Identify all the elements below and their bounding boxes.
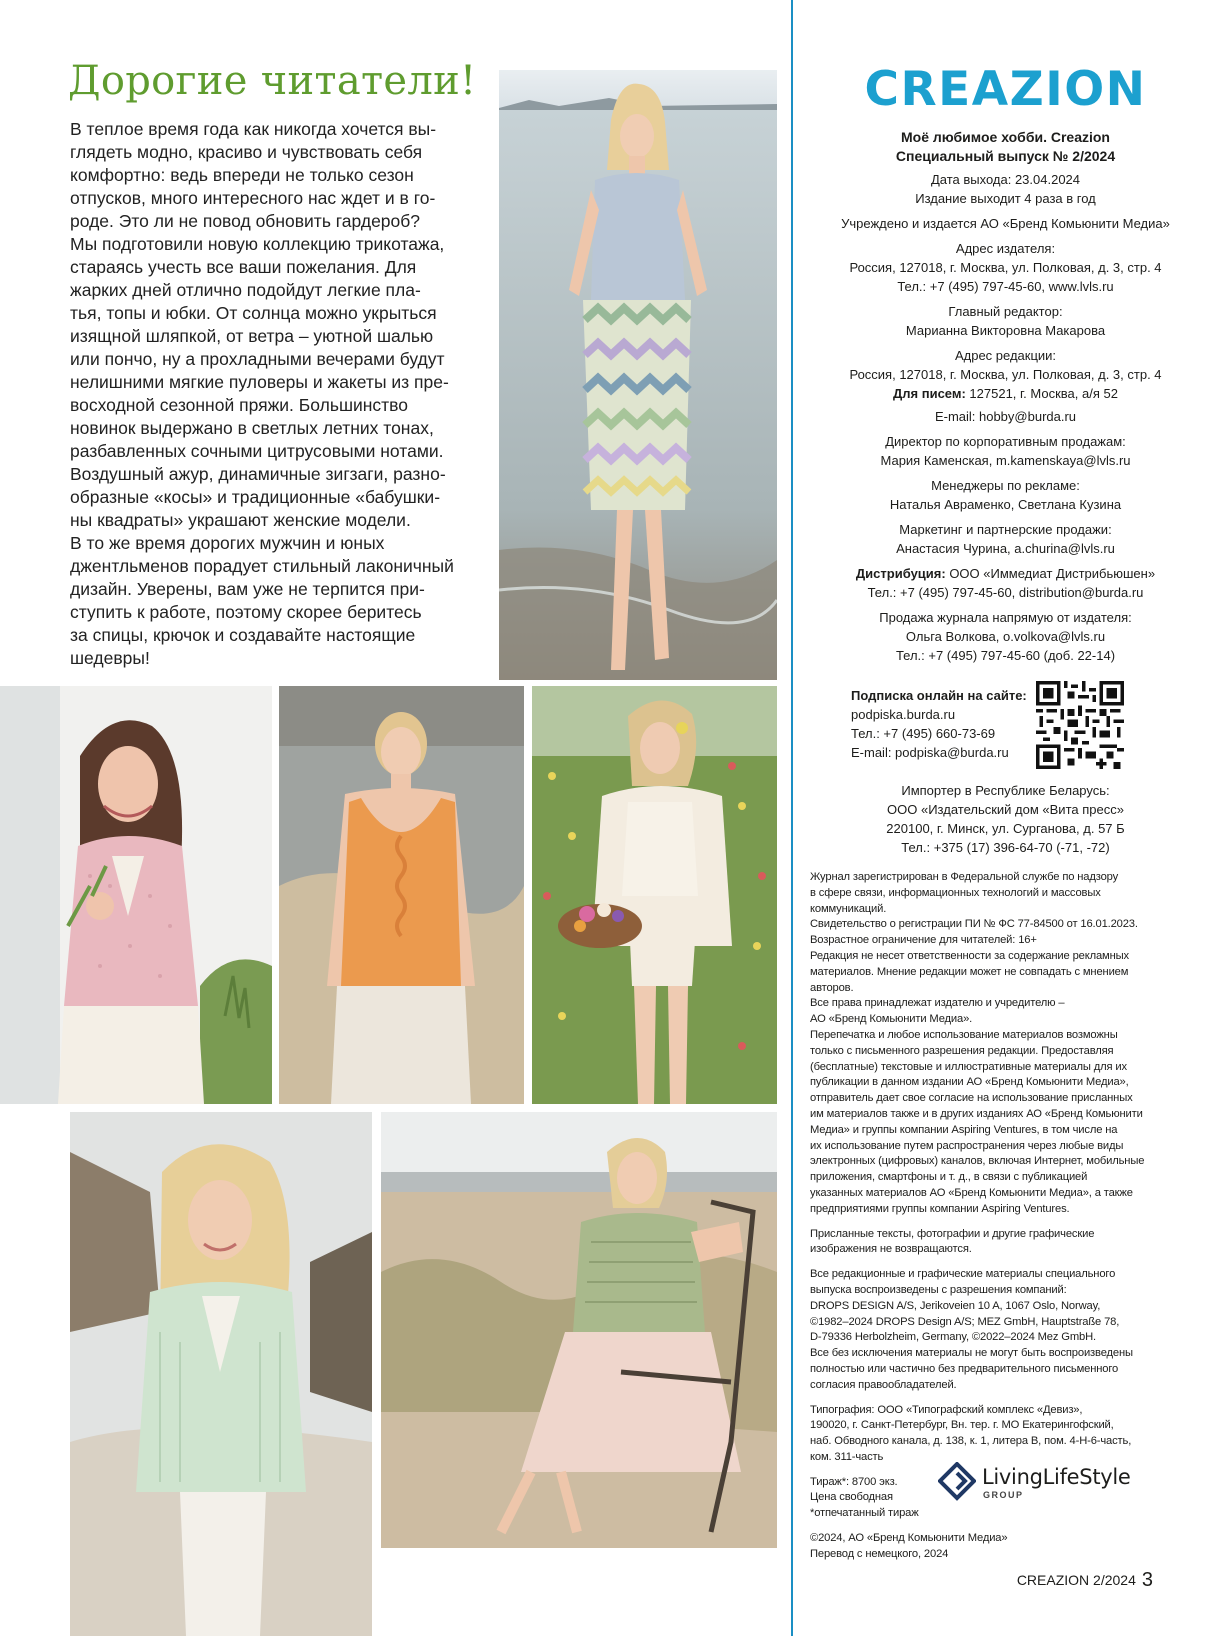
legal-line: Перепечатка и любое использование материалов возможны (810, 1028, 1118, 1041)
page-folio (1017, 1568, 1153, 1591)
distribution-phone: Тел.: +7 (495) 797-45-60, distribution@burda.ru (867, 585, 1144, 600)
legal-line: изображения не возвращаются. (810, 1243, 972, 1256)
photo-zigzag-skirt-beach (499, 70, 777, 680)
subscription-email[interactable]: E-mail: podpiska@burda.ru (851, 745, 1009, 760)
legal-line: (бесплатные) текстовые и иллюстративные материалы для их (810, 1060, 1127, 1073)
legal-registration (810, 870, 1170, 1218)
legal-line: авторов. (810, 981, 854, 994)
editorial-line: изящной шляпкой, от ветра – уютной шалью (70, 326, 434, 346)
page-number: 3 (1141, 1569, 1153, 1591)
belarus-company: ООО «Издательский дом «Вита пресс» (887, 802, 1124, 817)
editorial-line: или пончо, ну а прохладными вечерами будут (70, 349, 445, 369)
distribution-label: Дистрибуция: (855, 566, 946, 581)
photo-mint-cardigan (70, 1112, 372, 1636)
legal-line: Перевод с немецкого, 2024 (810, 1547, 949, 1560)
legal-line: электронных (цифровых) каналов, включая Интернет, мобильные (810, 1155, 1145, 1168)
subscription-block (851, 686, 1027, 762)
livinglifestyle-group: GROUP (983, 1490, 1024, 1500)
belarus-phone: Тел.: +375 (17) 396-64-70 (-71, -72) (901, 840, 1110, 855)
qr-code-icon (1036, 681, 1124, 769)
editorial-line: В то же время дорогих мужчин и юных (70, 533, 385, 553)
column-divider (791, 0, 793, 1636)
editorial-text (70, 118, 475, 670)
editorial-address-label: Адрес редакции: (954, 348, 1057, 363)
legal-line: АО «Бренд Комьюнити Медиа». (810, 1013, 973, 1026)
editorial-line: ны квадраты» украшают женские модели. (70, 510, 411, 530)
legal-line: коммуникаций. (810, 902, 887, 915)
legal-line: Возрастное ограничение для читателей: 16+ (810, 934, 1037, 947)
creazion-logo: CREAZION (864, 62, 1147, 117)
publisher-address-label: Адрес издателя: (955, 241, 1056, 256)
editorial-line: жарких дней отлично подойдут легкие пла- (70, 280, 421, 300)
editorial-line: нелишними мягкие пуловеры и жакеты из пре- (70, 372, 449, 392)
legal-line: Редакция не несет ответственности за содержание рекламных (810, 949, 1129, 962)
legal-copyright (810, 1531, 1170, 1563)
legal-line: отправитель дает свое согласие на использование присланных (810, 1092, 1133, 1105)
marketing-label: Маркетинг и партнерские продажи: (899, 522, 1112, 537)
legal-line: наб. Обводного канала, д. 138, к. 1, литера В, пом. 4-Н-6-часть, (810, 1435, 1132, 1448)
legal-line: Свидетельство о регистрации ПИ № ФС 77-84500 от 16.01.2023. (810, 918, 1138, 931)
editorial-address: Россия, 127018, г. Москва, ул. Полковая, д. 3, стр. 4 (849, 367, 1162, 382)
legal-line: ©1982–2024 DROPS Design A/S; MEZ GmbH, Hauptstraße 78, (810, 1315, 1120, 1328)
legal-line: Тираж*: 8700 экз. (810, 1475, 898, 1488)
editorial-line: отпусков, много интересного нас ждет и в го- (70, 188, 436, 208)
editorial-line: новинок выдержано в светлых летних тонах, (70, 418, 434, 438)
chief-editor: Марианна Викторовна Макарова (905, 323, 1106, 338)
editorial-line: шедевры! (70, 648, 150, 668)
legal-line: полностью или частично без предварительного письменного (810, 1362, 1119, 1375)
legal-line: предприятиями группы компании Aspiring Ventures. (810, 1202, 1070, 1215)
corp-sales-label: Директор по корпоративным продажам: (885, 434, 1126, 449)
legal-line: *отпечатанный тираж (810, 1507, 919, 1520)
legal-permissions (810, 1267, 1170, 1393)
legal-line: им материалов также и в других изданиях АО «Бренд Комьюнити (810, 1107, 1143, 1120)
imprint (808, 62, 1203, 665)
publisher-address: Россия, 127018, г. Москва, ул. Полковая, д. 3, стр. 4 (849, 260, 1162, 275)
direct-sales-name: Ольга Волкова, o.volkova@lvls.ru (905, 629, 1106, 644)
letters-address (808, 384, 1203, 403)
legal-line: только с письменного разрешения редакции. Предоставляя (810, 1044, 1114, 1057)
editorial-line: разбавленных сочными цитрусовыми нотами. (70, 441, 444, 461)
founder: Учреждено и издается АО «Бренд Комьюнити Медиа» (841, 216, 1170, 231)
subscription-site[interactable]: podpiska.burda.ru (851, 707, 956, 722)
legal-line: в сфере связи, информационных технологий и массовых (810, 886, 1101, 899)
photo-orange-top (279, 686, 524, 1104)
legal-line: Все без исключения материалы не могут быть воспроизведены (810, 1347, 1133, 1360)
diamond-logo-icon (938, 1462, 976, 1502)
publisher-phone: Тел.: +7 (495) 797-45-60, www.lvls.ru (897, 279, 1114, 294)
letters-value: 127521, г. Москва, а/я 52 (965, 386, 1118, 401)
distribution-value: ООО «Иммедиат Дистрибьюшен» (945, 566, 1156, 581)
frequency: Издание выходит 4 раза в год (915, 191, 1096, 206)
legal-fine-print (810, 870, 1170, 1563)
release-date: Дата выхода: 23.04.2024 (930, 172, 1081, 187)
distribution (808, 564, 1203, 583)
editorial-line: джентльменов порадует стильный лаконичный (70, 556, 454, 576)
legal-line: Все редакционные и графические материалы специального (810, 1268, 1116, 1281)
legal-line: ком. 311-часть (810, 1450, 884, 1463)
direct-sales-phone: Тел.: +7 (495) 797-45-60 (доб. 22-14) (895, 648, 1116, 663)
editorial-line: Воздушный ажур, динамичные зигзаги, разно- (70, 464, 446, 484)
belarus-address: 220100, г. Минск, ул. Сурганова, д. 57 Б (886, 821, 1125, 836)
legal-line: DROPS DESIGN A/S, Jerikoveien 10 A, 1067 Oslo, Norway, (810, 1299, 1101, 1312)
legal-line: приложения, смартфоны и т. д., в связи с публикацией (810, 1171, 1088, 1184)
legal-line: их использование путем распространения через любые виды (810, 1139, 1124, 1152)
livinglifestyle-logo (938, 1460, 1158, 1502)
photo-sage-cardigan-bench (381, 1112, 777, 1548)
editorial-line: восходной сезонной пряжи. Большинство (70, 395, 409, 415)
legal-line: ©2024, АО «Бренд Комьюнити Медиа» (810, 1532, 1008, 1545)
editorial-line: Мы подготовили новую коллекцию трикотажа, (70, 234, 445, 254)
editorial-line: глядеть модно, красиво и чувствовать себя (70, 142, 423, 162)
photo-pink-cardigan (0, 686, 272, 1104)
letters-label: Для писем: (893, 386, 966, 401)
legal-line: материалов. Мнение редакции может не совпадать с мнением (810, 965, 1129, 978)
legal-line: Журнал зарегистрирован в Федеральной службе по надзору (810, 871, 1119, 883)
editorial-line: тья, топы и юбки. От солнца можно укрыться (70, 303, 437, 323)
belarus-importer (808, 781, 1203, 857)
direct-sales-label: Продажа журнала напрямую от издателя: (879, 610, 1132, 625)
folio-issue: CREAZION 2/2024 (1016, 1572, 1136, 1588)
editorial-email: E-mail: hobby@burda.ru (934, 409, 1077, 424)
marketing: Анастасия Чурина, a.churina@lvls.ru (896, 541, 1115, 556)
editorial-title: Дорогие читатели! (68, 58, 477, 104)
legal-line: согласия правообладателей. (810, 1378, 957, 1391)
editorial-line: В теплое время года как никогда хочется вы- (70, 119, 437, 139)
editorial-line: образные «косы» и традиционные «бабушки- (70, 487, 441, 507)
editorial-line: за спицы, крючок и создавайте настоящие (70, 625, 416, 645)
legal-line: публикации в данном издании АО «Бренд Комьюнити Медиа», (810, 1076, 1129, 1089)
issue-title: Специальный выпуск № 2/2024 (895, 148, 1116, 164)
belarus-label: Импортер в Республике Беларусь: (901, 783, 1110, 798)
ad-managers: Наталья Авраменко, Светлана Кузина (889, 497, 1122, 512)
legal-line: D-79336 Herbolzheim, Germany, ©2022–2024 Mez GmbH. (810, 1331, 1096, 1344)
legal-line: Присланные тексты, фотографии и другие графические (810, 1227, 1095, 1240)
legal-line: Медиа» и группы компании Aspiring Ventures, в том числе на (810, 1123, 1118, 1136)
editorial-line: роде. Это ли не повод обновить гардероб? (70, 211, 421, 231)
livinglifestyle-name: LivingLifeStyle (982, 1465, 1131, 1489)
legal-line: выпуска воспроизведены с разрешения компаний: (810, 1283, 1067, 1296)
legal-line: Все права принадлежат издателю и учредителю – (810, 997, 1065, 1010)
subscription-phone: Тел.: +7 (495) 660-73-69 (851, 726, 996, 741)
legal-line: указанных материалов АО «Бренд Комьюнити Медиа», а также (810, 1186, 1133, 1199)
magazine-name: Моё любимое хобби. Creazion (900, 129, 1110, 145)
legal-returns (810, 1227, 1170, 1259)
legal-printing (810, 1403, 1170, 1466)
ad-managers-label: Менеджеры по рекламе: (931, 478, 1080, 493)
subscription-label: Подписка онлайн на сайте: (851, 688, 1027, 703)
editorial-line: комфортно: ведь впереди не только сезон (70, 165, 414, 185)
legal-line: Цена свободная (810, 1491, 893, 1504)
photo-cream-set-flowers (532, 686, 777, 1104)
legal-line: Типография: ООО «Типографский комплекс «Девиз», (810, 1403, 1083, 1416)
editorial-line: стараясь учесть все ваши пожелания. Для (70, 257, 417, 277)
corp-sales: Мария Каменская, m.kamenskaya@lvls.ru (880, 453, 1131, 468)
legal-line: 190020, г. Санкт-Петербург, Вн. тер. г. МО Екатерингофский, (810, 1419, 1114, 1432)
editorial-line: ступить к работе, поэтому скорее беритесь (70, 602, 422, 622)
chief-editor-label: Главный редактор: (948, 304, 1063, 319)
editorial-line: дизайн. Уверены, вам уже не терпится при- (70, 579, 425, 599)
